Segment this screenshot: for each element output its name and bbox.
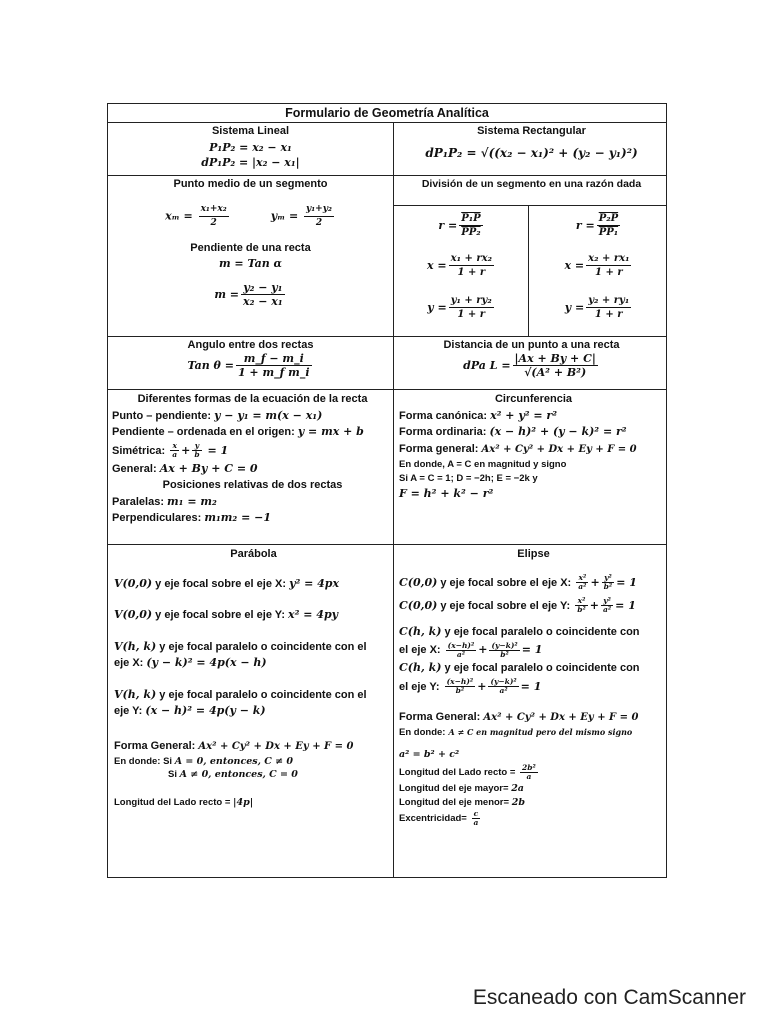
elipse-eje-menor-label: Longitud del eje menor= xyxy=(399,796,510,808)
p4-vertex: V(h, k) xyxy=(114,687,157,701)
e2-n1: x² xyxy=(575,597,588,606)
punto-pendiente-line xyxy=(112,408,393,425)
sim-frac-2 xyxy=(192,442,201,459)
division-heading: División de un segmento en una razón dada xyxy=(421,178,642,190)
e2-frac-1 xyxy=(575,597,588,614)
e1-tail: = 1 xyxy=(616,575,637,589)
p3-vertex: V(h, k) xyxy=(114,639,157,653)
parabola-en-donde-eq1: A = 0, entonces, C ≠ 0 xyxy=(174,756,293,767)
elipse-exc-den: a xyxy=(473,817,479,827)
sim-tail: = 1 xyxy=(207,443,229,457)
sim-d2: b xyxy=(194,450,200,459)
dist-fraction xyxy=(513,352,598,379)
dr-x-den: 1 + r xyxy=(595,266,623,278)
sistema-rectangular-cell xyxy=(395,123,668,175)
dist-den: √(A² + B²) xyxy=(524,366,587,379)
dl-r-den: PP₂ xyxy=(461,226,481,238)
sim-n1: x xyxy=(170,442,179,451)
sim-d1: a xyxy=(172,450,178,459)
e4-frac-1 xyxy=(445,678,476,695)
dr-x-fraction xyxy=(586,252,631,279)
sheet-title: Formulario de Geometría Analítica xyxy=(108,104,666,123)
e4-n1: (x−h)² xyxy=(446,677,474,686)
elipse-eje-menor-eq: 2b xyxy=(511,796,525,808)
slope-num: y₂ − y₁ xyxy=(241,281,285,295)
e3-center: C(h, k) xyxy=(399,624,442,638)
division-left-y xyxy=(395,287,528,327)
elipse-general-label: Forma General: xyxy=(399,710,481,723)
pendiente-heading: Pendiente de una recta xyxy=(190,241,311,254)
distancia-cell xyxy=(395,338,668,389)
dl-r-lhs: r = xyxy=(438,218,458,232)
ym-lhs: yₘ = xyxy=(270,209,299,222)
parabola-lado-recto xyxy=(114,795,393,812)
p3b-eq: (y − k)² = 4p(x − h) xyxy=(146,656,267,669)
e3-frac-1 xyxy=(446,642,477,659)
elipse-case-4b: el eje Y: $\frac{\text{(x−h)²}}{\text{b²}}$ + $\frac{\text{(y−k)²}}{\text{a²}}$ = 1 xyxy=(399,677,542,695)
dr-y-den: 1 + r xyxy=(594,308,623,320)
dr-x-lhs: x = xyxy=(564,258,585,272)
parabola-lado-recto-eq: |4p| xyxy=(233,797,254,808)
dl-x-fraction xyxy=(449,252,494,279)
dr-y-lhs: y = xyxy=(564,300,585,314)
elipse-exc-frac xyxy=(472,810,481,827)
sim-n2: y xyxy=(192,442,201,451)
dist-lhs: dPa L = xyxy=(463,359,511,372)
simetrica-line: Simétrica: $\frac{x}{a}$ + $\frac{y}{b}$ = 1 xyxy=(112,441,229,459)
xm-lhs: xₘ = xyxy=(165,209,193,222)
parabola-case-3 xyxy=(114,639,393,656)
row-divider xyxy=(108,389,666,390)
elipse-en-donde xyxy=(399,726,668,739)
parabola-general-eq: Ax² + Cy² + Dx + Ey + F = 0 xyxy=(198,740,354,752)
canonica-eq: x² + y² = r² xyxy=(490,408,558,422)
angulo-heading: Angulo entre dos rectas xyxy=(187,339,314,351)
parabola-case-1 xyxy=(114,576,393,593)
ym-formula xyxy=(271,203,336,230)
p2-vertex: V(0,0) xyxy=(114,608,153,621)
punto-medio-cell xyxy=(108,176,393,336)
p2-eq: x² = 4py xyxy=(288,608,339,621)
e2-frac-2 xyxy=(601,597,613,614)
p1-eq: y² = 4px xyxy=(289,576,340,590)
formula-sheet xyxy=(107,103,667,878)
distance-point-line-formula xyxy=(395,352,668,379)
division-right-cell xyxy=(530,207,668,336)
midpoint-formulas xyxy=(108,203,393,230)
e4-n2: (y−k)² xyxy=(490,677,517,686)
formas-recta-cell xyxy=(112,391,393,544)
parabola-en-donde-1 xyxy=(114,755,393,768)
parabola-case-4b xyxy=(114,703,393,720)
elipse-eje-mayor-label: Longitud del eje mayor= xyxy=(399,782,509,794)
e2-text: y eje focal sobre el eje Y: xyxy=(440,599,571,612)
division-subheader-divider xyxy=(394,205,666,206)
parabola-lado-recto-label: Longitud del Lado recto = xyxy=(114,797,231,808)
dist-num: |Ax + By + C| xyxy=(514,352,596,365)
e1-n1: x² xyxy=(576,574,588,583)
dr-r-num: P₂P xyxy=(598,212,619,224)
p1-text: y eje focal sobre el eje X: xyxy=(155,577,286,590)
elipse-general-line xyxy=(399,709,668,727)
ym-den: 2 xyxy=(315,217,323,228)
sim-frac-1 xyxy=(170,442,179,459)
formas-recta-heading: Diferentes formas de la ecuación de la recta xyxy=(137,393,368,405)
simetrica-label: Simétrica: xyxy=(112,444,166,457)
elipse-eje-menor xyxy=(399,796,668,810)
circunferencia-heading: Circunferencia xyxy=(494,393,573,405)
p4b-eq: (x − h)² = 4p(y − k) xyxy=(145,704,266,717)
elipse-abc: a² = b² + c² xyxy=(399,749,460,760)
parabola-heading: Parábola xyxy=(230,548,277,560)
parabola-en-donde-2 xyxy=(114,768,393,781)
elipse-en-donde-label: En donde: xyxy=(399,727,446,738)
p4-text: y eje focal paralelo o coincidente con el xyxy=(159,688,367,701)
elipse-case-2: C(0,0) y eje focal sobre el eje Y: $\frac{\text{x²}}{\text{b²}}$ + $\frac{\text{y²}}{\text{a²}}$ = 1 xyxy=(399,596,636,614)
dr-y-num: y₂ + ry₁ xyxy=(588,294,630,306)
e3-d2: b² xyxy=(500,649,509,659)
e1-frac-1 xyxy=(576,574,588,591)
e4-center: C(h, k) xyxy=(399,661,442,674)
e3-tail: = 1 xyxy=(521,643,543,656)
dl-y-den: 1 + r xyxy=(457,308,485,320)
general-recta-label: General: xyxy=(112,462,157,475)
elipse-exc-num: c xyxy=(472,810,481,819)
division-left-r xyxy=(395,207,528,243)
elipse-lr-den: a xyxy=(526,771,532,781)
division-right-x xyxy=(530,243,668,287)
circ-F: F = h² + k² − r² xyxy=(399,487,494,500)
elipse-lado-recto-label: Longitud del Lado recto = xyxy=(399,766,516,778)
elipse-lado-recto-frac xyxy=(520,764,538,781)
column-divider xyxy=(393,122,394,877)
e2-tail: = 1 xyxy=(615,598,636,612)
xm-num: x₁+x₂ xyxy=(199,203,229,217)
elipse-general-eq: Ax² + Cy² + Dx + Ey + F = 0 xyxy=(483,711,639,723)
angle-fraction xyxy=(236,352,312,379)
e1-n2: y² xyxy=(602,574,615,583)
parabola-en-donde-eq2: A ≠ 0, entonces, C = 0 xyxy=(179,769,298,780)
elipse-case-4 xyxy=(399,660,668,677)
division-column-divider xyxy=(528,205,529,336)
p1-vertex: V(0,0) xyxy=(114,576,153,590)
parabola-en-donde-label: En donde: Si xyxy=(114,756,173,767)
row-divider xyxy=(108,544,666,545)
e1-d2: b² xyxy=(603,582,613,591)
general-recta-eq: Ax + By + C = 0 xyxy=(159,461,258,475)
e2-n2: y² xyxy=(601,597,613,606)
e1-text: y eje focal sobre el eje X: xyxy=(440,576,572,589)
elipse-en-donde-text: A ≠ C en magnitud pero del mismo signo xyxy=(448,727,633,737)
parabola-cell xyxy=(114,546,393,877)
parabola-case-4 xyxy=(114,687,393,704)
elipse-excentricidad xyxy=(399,810,668,828)
elipse-heading: Elipse xyxy=(517,548,550,560)
row-divider xyxy=(108,336,666,337)
punto-medio-heading: Punto medio de un segmento xyxy=(173,178,328,190)
dr-r-fraction xyxy=(597,212,620,239)
e1-center: C(0,0) xyxy=(399,575,438,589)
ym-num: y₁+y₂ xyxy=(304,203,334,217)
division-heading-cell xyxy=(395,176,668,205)
parabola-case-2 xyxy=(114,607,393,624)
dr-r-den: PP₁ xyxy=(598,226,619,238)
elipse-eje-mayor xyxy=(399,782,668,796)
posiciones-heading: Posiciones relativas de dos rectas xyxy=(162,479,343,491)
canonica-label: Forma canónica: xyxy=(399,409,488,422)
general-circ-eq: Ax² + Cy² + Dx + Ey + F = 0 xyxy=(481,443,637,455)
e4-text: y eje focal paralelo o coincidente con xyxy=(444,662,640,674)
slope-lhs: m = xyxy=(214,287,240,301)
pendiente-ordenada-label: Pendiente – ordenada en el origen: xyxy=(112,426,295,438)
xm-den: 2 xyxy=(210,217,217,228)
elipse-lado-recto xyxy=(399,764,668,782)
e4-frac-2 xyxy=(488,678,518,695)
dl-y-fraction xyxy=(449,294,494,321)
xm-fraction xyxy=(199,203,229,230)
division-left-x xyxy=(395,243,528,287)
division-left-cell xyxy=(395,207,528,336)
perpendiculares-eq: m₁m₂ = −1 xyxy=(204,511,271,524)
parabola-general-line xyxy=(114,738,393,756)
perpendiculares-label: Perpendiculares: xyxy=(112,512,202,524)
distance-formula: dP₁P₂ = √((x₂ − x₁)² + (y₂ − y₁)²) xyxy=(425,145,638,160)
e4-d1: b² xyxy=(455,686,465,695)
general-circ-label: Forma general: xyxy=(399,442,479,455)
dl-y-num: y₁ + ry₂ xyxy=(450,294,492,306)
dl-x-num: x₁ + rx₂ xyxy=(450,252,492,264)
punto-pendiente-eq: y − y₁ = m(x − x₁) xyxy=(214,408,323,422)
slope-formula xyxy=(108,281,393,308)
dl-r-num: P₁P xyxy=(461,212,481,224)
e2-d1: b² xyxy=(577,605,586,614)
pendiente-ordenada-eq: y = mx + b xyxy=(297,425,364,438)
dl-x-den: 1 + r xyxy=(457,266,486,278)
dl-r-fraction xyxy=(459,212,482,239)
e4-tail: = 1 xyxy=(520,679,542,693)
ordinaria-line xyxy=(399,424,668,441)
elipse-eje-mayor-eq: 2a xyxy=(511,782,524,794)
angle-lhs: Tan θ = xyxy=(187,359,234,372)
sistema-lineal-formula-2: dP₁P₂ = |x₂ − x₁| xyxy=(201,155,300,169)
dr-x-num: x₂ + rx₁ xyxy=(588,252,630,264)
sistema-rectangular-heading: Sistema Rectangular xyxy=(477,125,586,137)
e3-d1: a² xyxy=(456,649,466,659)
e3-text: y eje focal paralelo o coincidente con xyxy=(444,625,640,638)
e3b-text: el eje X: xyxy=(399,644,441,656)
pendiente-tan: m = Tan α xyxy=(218,257,283,270)
circ-si: Si A = C = 1; D = −2h; E = −2k y xyxy=(399,473,538,484)
slope-fraction xyxy=(241,281,285,308)
elipse-cell xyxy=(399,546,668,877)
paralelas-eq: m₁ = m₂ xyxy=(167,494,217,508)
elipse-lr-num: 2b² xyxy=(522,762,536,772)
division-right-y xyxy=(530,287,668,327)
elipse-case-3b: el eje X: $\frac{\text{(x−h)²}}{\text{a²}}$ + $\frac{\text{(y−k)²}}{\text{b²}}$ = 1 xyxy=(399,640,543,659)
dl-y-lhs: y = xyxy=(427,300,447,314)
punto-pendiente-label: Punto – pendiente: xyxy=(112,409,211,422)
perpendiculares-line xyxy=(112,510,393,527)
angle-num: m_f − m_i xyxy=(236,352,312,366)
division-right-r xyxy=(530,207,668,243)
e2-d2: a² xyxy=(603,605,612,614)
e2-center: C(0,0) xyxy=(399,598,438,612)
distancia-heading: Distancia de un punto a una recta xyxy=(443,339,620,351)
angulo-cell xyxy=(108,338,393,389)
parabola-case-3b xyxy=(114,655,393,672)
sistema-lineal-heading: Sistema Lineal xyxy=(211,125,290,137)
p2-text: y eje focal sobre el eje Y: xyxy=(155,609,285,621)
elipse-case-3 xyxy=(399,624,668,641)
pendiente-ordenada-line xyxy=(112,424,393,441)
camscanner-watermark: Escaneado con CamScanner xyxy=(472,986,746,1009)
dl-x-lhs: x = xyxy=(427,258,447,272)
general-recta-line xyxy=(112,461,393,478)
general-circ-line xyxy=(399,441,668,459)
parabola-general-label: Forma General: xyxy=(114,739,196,752)
ym-fraction xyxy=(304,203,334,230)
paralelas-label: Paralelas: xyxy=(112,495,164,508)
parabola-si2-label: Si xyxy=(168,769,177,780)
e3-n1: (x−h)² xyxy=(447,640,475,650)
elipse-exc-label: Excentricidad= xyxy=(399,812,467,824)
e3-n2: (y−k)² xyxy=(491,640,518,650)
dr-y-fraction xyxy=(586,294,631,321)
circunferencia-cell xyxy=(399,391,668,544)
sistema-lineal-formula-1: P₁P₂ = x₂ − x₁ xyxy=(209,140,292,154)
dr-r-lhs: r = xyxy=(575,218,595,232)
elipse-case-1: C(0,0) y eje focal sobre el eje X: $\frac{\text{x²}}{\text{a²}}$ + $\frac{\text{y²}}{\text{b²}}$ = 1 xyxy=(399,573,637,591)
sistema-lineal-cell xyxy=(108,123,393,175)
e3-frac-2 xyxy=(489,642,519,659)
ordinaria-label: Forma ordinaria: xyxy=(399,426,487,438)
paralelas-line xyxy=(112,494,393,511)
p3b-text: eje X: xyxy=(114,657,144,669)
angle-den: 1 + m_f m_i xyxy=(237,366,310,379)
canonica-line xyxy=(399,408,668,425)
e1-d1: a² xyxy=(578,582,587,591)
slope-den: x₂ − x₁ xyxy=(243,294,283,308)
angle-formula xyxy=(108,352,393,379)
p4b-text: eje Y: xyxy=(114,705,143,717)
xm-formula xyxy=(165,203,231,230)
e4-d2: a² xyxy=(499,686,508,695)
e4b-text: el eje Y: xyxy=(399,680,440,693)
e1-frac-2 xyxy=(602,574,615,591)
circ-en-donde: En donde, A = C en magnitud y signo xyxy=(399,459,567,470)
ordinaria-eq: (x − h)² + (y − k)² = r² xyxy=(489,425,627,438)
p3-text: y eje focal paralelo o coincidente con el xyxy=(159,640,367,653)
